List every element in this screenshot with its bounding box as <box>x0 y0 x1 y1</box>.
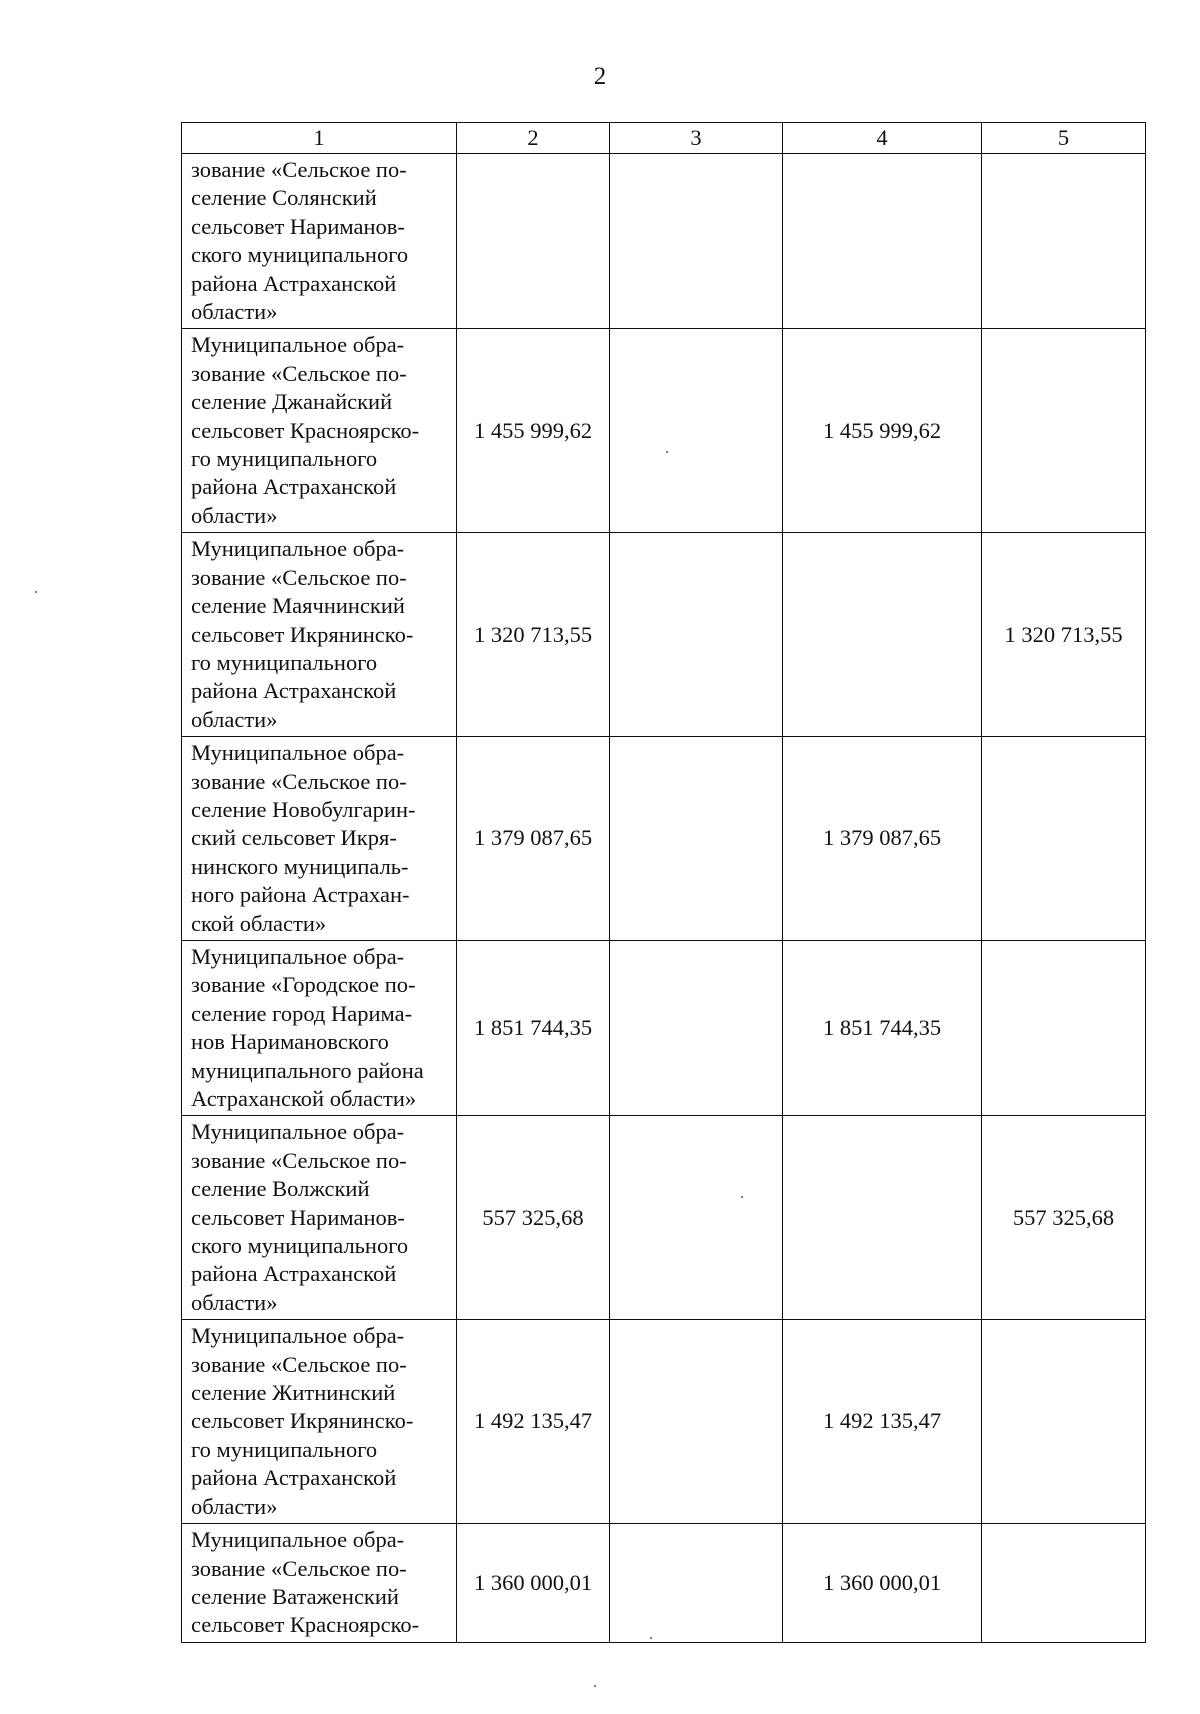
table-row <box>182 533 1146 737</box>
value-cell-col3 <box>610 737 783 941</box>
table-row <box>182 1320 1146 1524</box>
table-row <box>182 1116 1146 1320</box>
value-cell-col2: 557 325,68 <box>457 1116 610 1320</box>
allocation-table <box>181 122 1146 1643</box>
scan-speck <box>594 1685 596 1687</box>
table-row <box>182 329 1146 533</box>
value-cell-col4 <box>783 1116 982 1320</box>
table-row <box>182 154 1146 329</box>
municipality-name-cell: Муниципальное обра- зование «Сельское по- селение Новобулгарин- ский сельсовет Икря- нинского муниципаль- ного района Астрахан- ской области» <box>182 737 457 941</box>
value-cell-col5: 1 320 713,55 <box>982 533 1146 737</box>
value-cell-col5 <box>982 940 1146 1115</box>
municipality-name-cell: Муниципальное обра- зование «Сельское по- селение Маячнинский сельсовет Икрянинско- го муниципального района Астраханской области» <box>182 533 457 737</box>
value-cell-col5 <box>982 737 1146 941</box>
municipality-name-cell: Муниципальное обра- зование «Городское по- селение город Нарима- нов Наримановского муниципального района Астраханской области» <box>182 940 457 1115</box>
table-row <box>182 1524 1146 1643</box>
value-cell-col3 <box>610 533 783 737</box>
value-cell-col3 <box>610 329 783 533</box>
municipality-name-cell: Муниципальное обра- зование «Сельское по- селение Волжский сельсовет Нариманов- ского муниципального района Астраханской области» <box>182 1116 457 1320</box>
value-cell-col4 <box>783 533 982 737</box>
value-cell-col5 <box>982 329 1146 533</box>
municipality-name-cell: Муниципальное обра- зование «Сельское по- селение Ватаженский сельсовет Красноярско- <box>182 1524 457 1643</box>
value-cell-col5 <box>982 1524 1146 1643</box>
value-cell-col4: 1 360 000,01 <box>783 1524 982 1643</box>
municipality-name-cell: Муниципальное обра- зование «Сельское по- селение Житнинский сельсовет Икрянинско- го муниципального района Астраханской области» <box>182 1320 457 1524</box>
value-cell-col4 <box>783 154 982 329</box>
value-cell-col3 <box>610 1116 783 1320</box>
value-cell-col2: 1 851 744,35 <box>457 940 610 1115</box>
value-cell-col4: 1 455 999,62 <box>783 329 982 533</box>
column-header-3: 3 <box>610 123 783 154</box>
value-cell-col3 <box>610 1320 783 1524</box>
municipality-name-cell: Муниципальное обра- зование «Сельское по- селение Джанайский сельсовет Красноярско- го муниципального района Астраханской области» <box>182 329 457 533</box>
value-cell-col5: 557 325,68 <box>982 1116 1146 1320</box>
value-cell-col2: 1 360 000,01 <box>457 1524 610 1643</box>
table-row <box>182 940 1146 1115</box>
value-cell-col4: 1 379 087,65 <box>783 737 982 941</box>
scan-speck <box>35 591 37 593</box>
table-header-row <box>182 123 1146 154</box>
municipality-name-cell: зование «Сельское по- селение Солянский сельсовет Нариманов- ского муниципального района Астраханской области» <box>182 154 457 329</box>
value-cell-col2: 1 320 713,55 <box>457 533 610 737</box>
column-header-2: 2 <box>457 123 610 154</box>
value-cell-col4: 1 851 744,35 <box>783 940 982 1115</box>
page-number: 2 <box>593 63 607 90</box>
column-header-5: 5 <box>982 123 1146 154</box>
value-cell-col2 <box>457 154 610 329</box>
value-cell-col3 <box>610 1524 783 1643</box>
column-header-1: 1 <box>182 123 457 154</box>
value-cell-col2: 1 379 087,65 <box>457 737 610 941</box>
value-cell-col5 <box>982 154 1146 329</box>
value-cell-col4: 1 492 135,47 <box>783 1320 982 1524</box>
value-cell-col3 <box>610 940 783 1115</box>
value-cell-col5 <box>982 1320 1146 1524</box>
value-cell-col2: 1 455 999,62 <box>457 329 610 533</box>
table-row <box>182 737 1146 941</box>
scan-speck <box>650 1637 652 1639</box>
column-header-4: 4 <box>783 123 982 154</box>
value-cell-col2: 1 492 135,47 <box>457 1320 610 1524</box>
value-cell-col3 <box>610 154 783 329</box>
scan-speck <box>666 451 668 453</box>
scan-speck <box>741 1196 743 1198</box>
